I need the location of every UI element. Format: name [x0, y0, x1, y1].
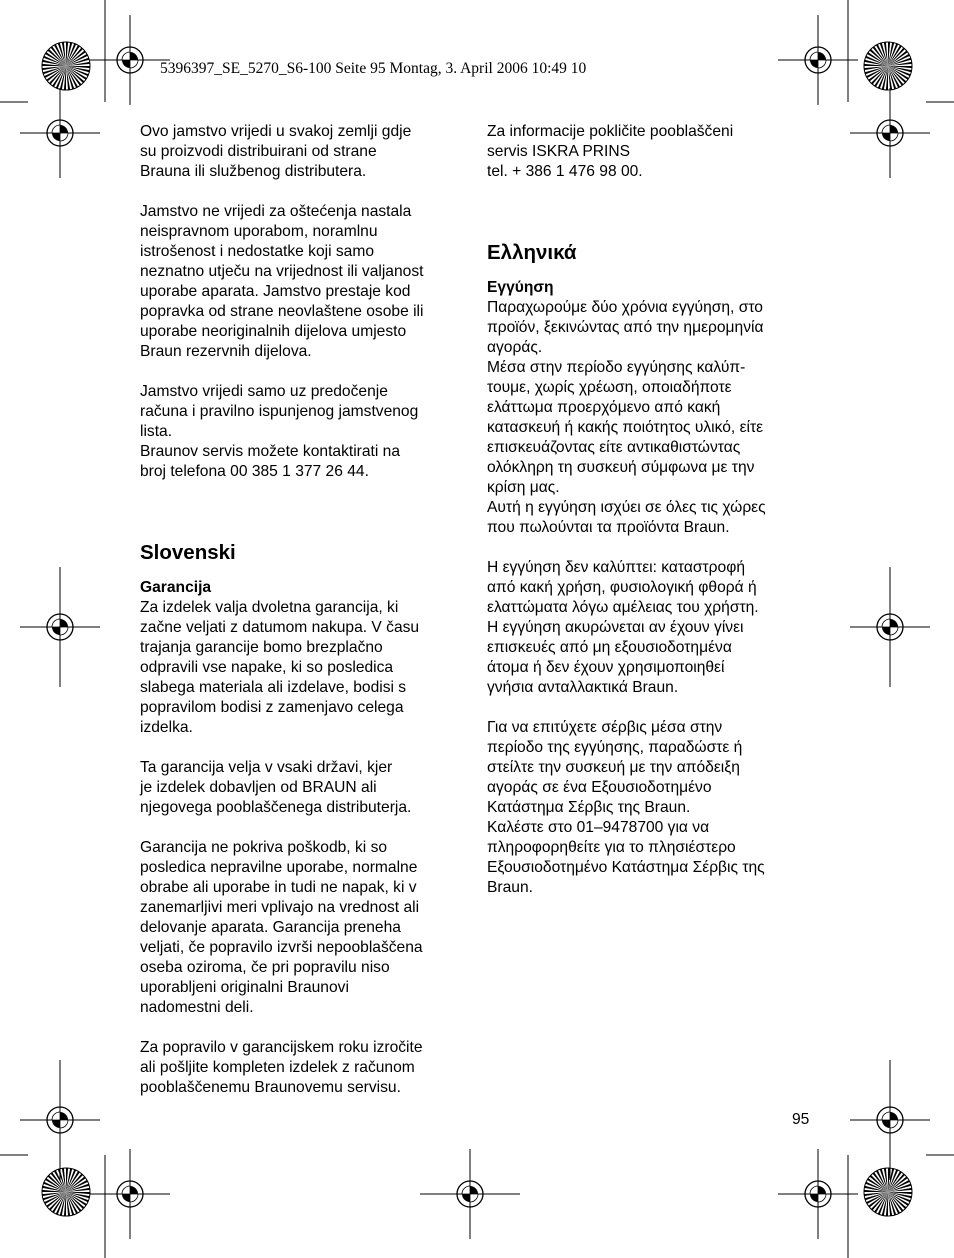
slovene-service-info: Za informacije pokličite pooblaščeni servis ISKRA PRINS tel. + 386 1 476 98 00.	[487, 123, 734, 180]
crosshair-registration-mark	[850, 567, 930, 687]
crosshair-registration-mark	[420, 1149, 520, 1239]
croatian-warranty-paragraph-3: Jamstvo vrijedi samo uz predočenje računa i pravilno ispunjenog jamstvenog lista. Braunov servis možete kontaktirati na broj telefona 00 385 1 377 26 44.	[140, 383, 419, 480]
crosshair-registration-mark	[850, 88, 930, 178]
slovene-warranty-paragraph-2: Ta garancija velja v vsaki državi, kjer je izdelek dobavljen od BRAUN ali njegovega pooblaščenega distributerja.	[140, 759, 412, 816]
page-number: 95	[792, 1111, 810, 1128]
crosshair-registration-mark	[20, 88, 100, 178]
crosshair-registration-mark	[850, 1060, 930, 1180]
slovenski-heading: Slovenski	[140, 541, 236, 564]
slovene-warranty-paragraph-3: Garancija ne pokriva poškodb, ki so posledica nepravilne uporabe, normalne obrabe ali uporabe in tudi ne napak, ki v zanemarljivi meri vplivajo na vrednost ali delovanje aparata. Garancija preneha veljati, če popravilo izvrši nepooblaščena oseba oziroma, če pri popravilu niso uporabljeni originalni Braunovi nadomestni deli.	[140, 839, 423, 1016]
greek-warranty-paragraph-1: Παραχωρούμε δύο χρόνια εγγύηση, στο προϊόν, ξεκινώντας από την ημερομηνία αγοράς. Μέσα στην περίοδο εγγύησης καλύπ- τουμε, χωρίς χρέωση, οποιαδήποτε ελάττωμα προερχόμενο από κακή κατασκευή ή κακής ποιότητος υλικό, είτε επισκευάζοντας είτε αντικαθιστώντας ολόκληρη τη συσκευή σύμφωνα με την κρίση μας. Αυτή η εγγύηση ισχύει σε όλες τις χώρες που πωλούνται τα προϊόντα Braun.	[487, 299, 766, 536]
croatian-warranty-paragraph-1: Ovo jamstvo vrijedi u svakoj zemlji gdje su proizvodi distribuirani od strane Brauna ili službenog distributera.	[140, 123, 412, 180]
crosshair-registration-mark	[90, 1149, 170, 1239]
slovene-warranty-paragraph-1: Za izdelek valja dvoletna garancija, ki začne veljati z datumom nakupa. V času trajanja garancije bomo brezplačno odpravili vse napake, ki so posledica slabega materiala ali izdelave, bodisi s popravilom bodisi z zamenjavo celega izdelka.	[140, 599, 420, 736]
starburst-registration-mark	[864, 42, 912, 90]
crosshair-registration-mark	[20, 1060, 100, 1180]
croatian-warranty-paragraph-2: Jamstvo ne vrijedi za oštećenja nastala neispravnom uporabom, noramlnu istrošenost i nedostatke koji samo neznatno utječu na vrijednost ili valjanost uporabe aparata. Jamstvo prestaje kod popravka od strane neovlaštene osobe ili uporabe neoriginalnih dijelova umjesto Braun rezervnih dijelova.	[140, 203, 424, 360]
starburst-registration-mark	[42, 1168, 90, 1216]
crosshair-registration-mark	[778, 15, 858, 105]
left-column	[140, 122, 470, 1098]
slovene-warranty-paragraph-4: Za popravilo v garancijskem roku izročite ali pošljite kompleten izdelek z računom pooblaščenemu Braunovemu servisu.	[140, 1039, 423, 1096]
crosshair-registration-mark	[90, 15, 170, 105]
garancija-heading: Garancija	[140, 579, 212, 596]
print-header-line: 5396397_SE_5270_S6-100 Seite 95 Montag, 3. April 2006 10:49 10	[160, 60, 587, 77]
starburst-registration-mark	[864, 1168, 912, 1216]
crosshair-registration-mark	[778, 1149, 858, 1239]
crosshair-registration-mark	[20, 567, 100, 687]
greek-warranty-paragraph-3: Για να επιτύχετε σέρβις μέσα στην περίοδο της εγγύησης, παραδώστε ή στείλτε την συσκευή με την απόδειξη αγοράς σε ένα Εξουσιοδοτημένο Κατάστημα Σέρβις της Braun. Καλέστε στο 01–9478700 για να πληροφορηθείτε για το πλησιέστερο Εξουσιοδοτημένο Κατάστημα Σέρβις της Braun.	[487, 719, 765, 896]
greek-heading: Ελληνικά	[487, 241, 577, 264]
greek-warranty-paragraph-2: Η εγγύηση δεν καλύπτει: καταστροφή από κακή χρήση, φυσιολογική φθορά ή ελαττώματα λόγω αμέλειας του χρήστη. Η εγγύηση ακυρώνεται αν έχουν γίνει επισκευές από μη εξουσιοδοτημένα άτομα ή δεν έχουν χρησιμοποιηθεί γνήσια ανταλλακτικά Braun.	[487, 559, 759, 696]
greek-warranty-heading: Εγγύηση	[487, 279, 554, 296]
right-column	[487, 122, 817, 898]
starburst-registration-mark	[42, 42, 90, 90]
